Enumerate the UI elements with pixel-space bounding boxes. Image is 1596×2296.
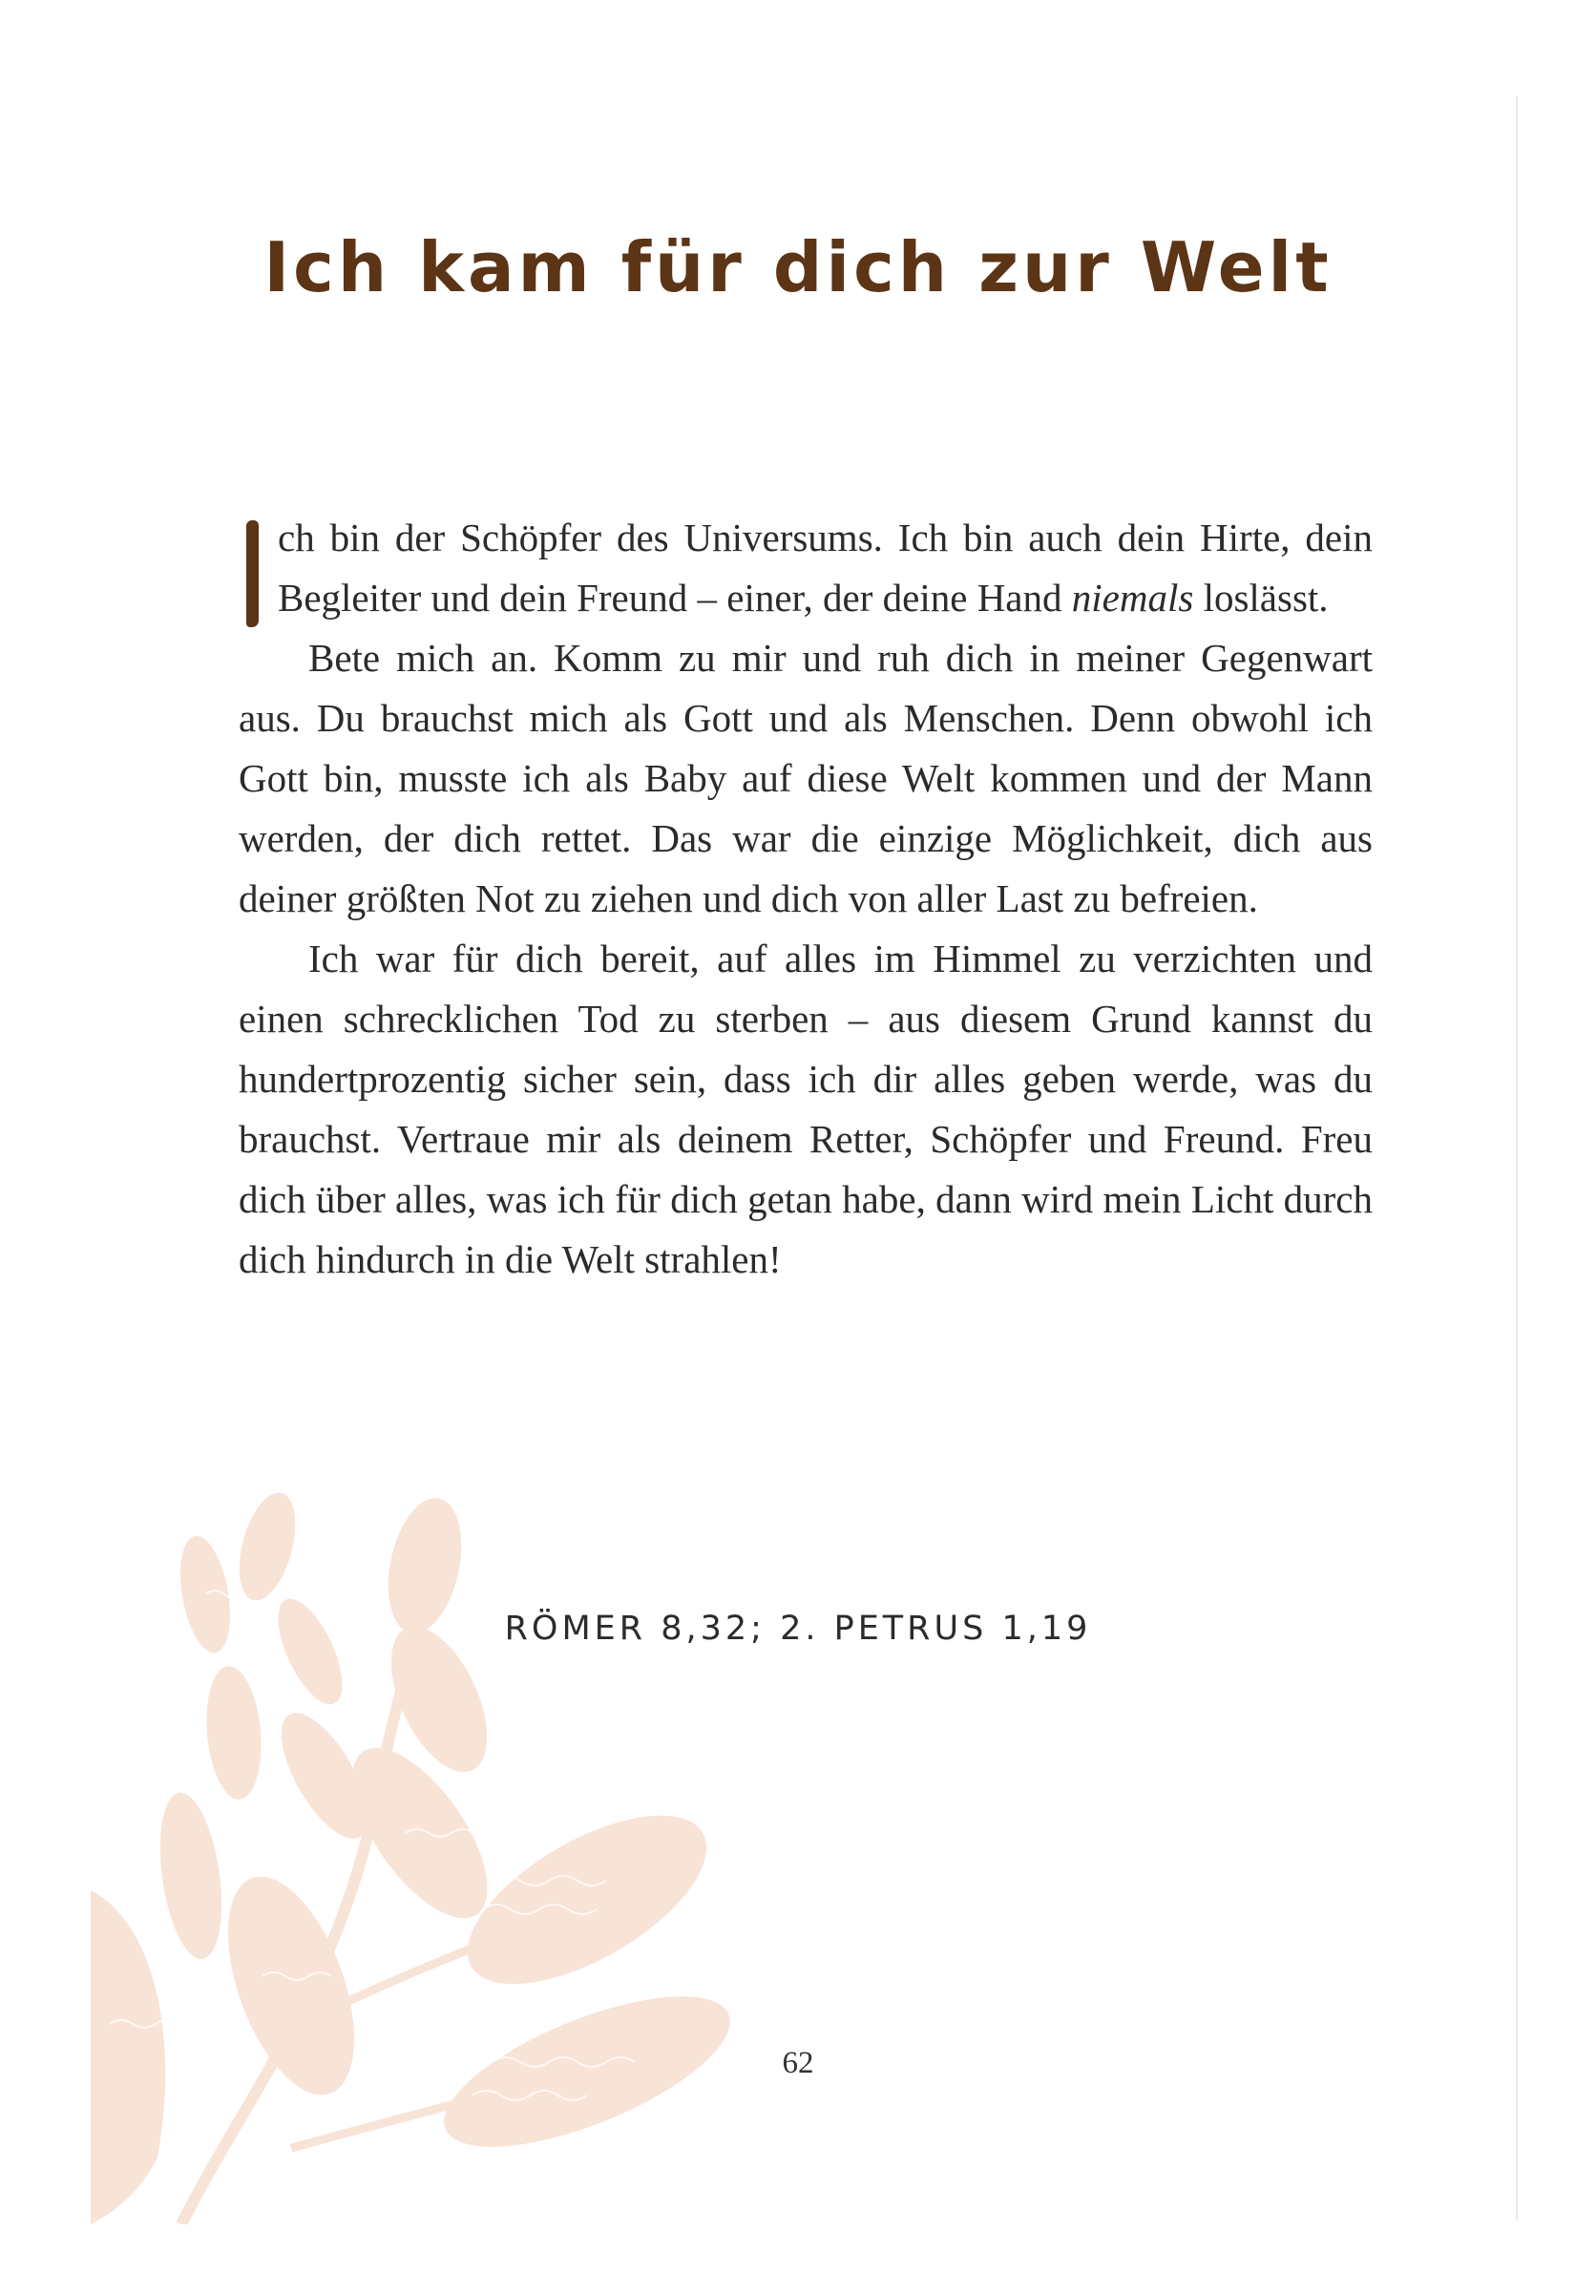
drop-cap-i <box>246 520 259 627</box>
page-edge-line <box>1516 95 1518 2220</box>
paragraph-1-emphasis: niemals <box>1071 576 1194 620</box>
page-number: 62 <box>782 2046 814 2080</box>
paragraph-1-text: ch bin der Schöpfer des Universums. Ich bin auch dein Hirte, dein Begleiter und dein Freund – einer, der deine Hand <box>278 516 1373 620</box>
paragraph-1 <box>239 508 1373 628</box>
paragraph-1-end: loslässt. <box>1193 576 1329 620</box>
paragraph-2: Bete mich an. Komm zu mir und ruh dich in meiner Gegenwart aus. Du brauchst mich als Gott und als Menschen. Denn obwohl ich Gott bin, musste ich als Baby auf diese Welt kommen und der Mann werden, der dich rettet. Das war die einzige Möglichkeit, dich aus deiner größten Not zu ziehen und dich von aller Last zu befreien. <box>239 636 1373 920</box>
leaf-branch-illustration <box>91 1489 816 2224</box>
paragraph-3: Ich war für dich bereit, auf alles im Himmel zu verzichten und einen schrecklichen Tod zu sterben – aus diesem Grund kannst du hundertprozentig sicher sein, dass ich dir alles geben werde, was du brauchst. Vertraue mir als deinem Retter, Schöpfer und Freund. Freu dich über alles, was ich für dich getan habe, dann wird mein Licht durch dich hindurch in die Welt strahlen! <box>239 937 1373 1281</box>
main-text <box>239 508 1373 1290</box>
scripture-reference: RÖMER 8,32; 2. PETRUS 1,19 <box>504 1610 1092 1648</box>
page-title: Ich kam für dich zur Welt <box>263 227 1333 307</box>
